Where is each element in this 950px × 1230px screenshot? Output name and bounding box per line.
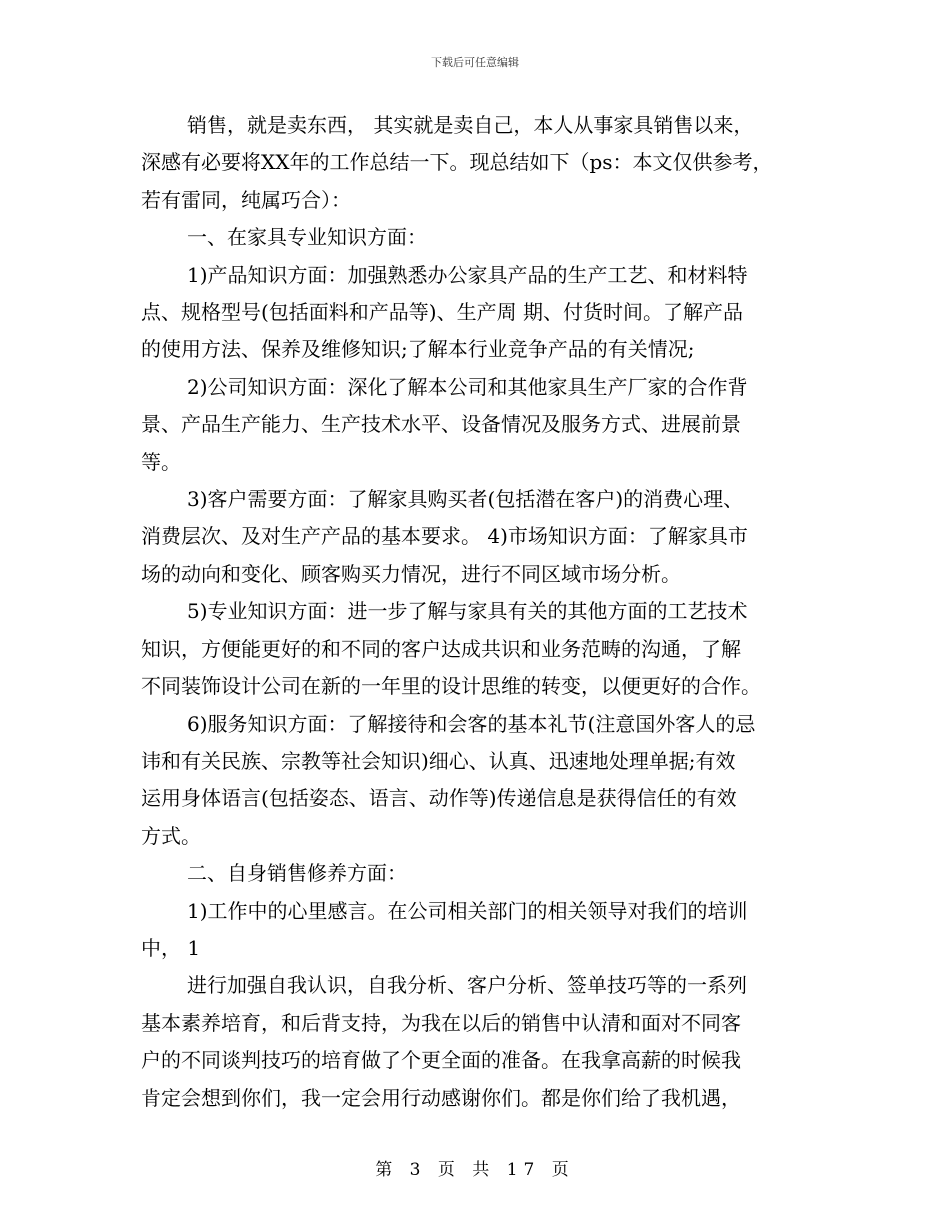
text-line: 1)产品知识方面：加强熟悉办公家具产品的生产工艺、和材料特: [187, 262, 748, 287]
text-line: 深感有必要将XX年的工作总结一下。现总结如下（ps：本文仅供参考，: [141, 150, 773, 175]
paragraph-company-knowledge: [141, 369, 831, 481]
text-line: 销售，就是卖东西， 其实就是卖自己，本人从事家具销售以来，: [187, 113, 754, 137]
text-line: 不同装饰设计公司在新的一年里的设计思维的转变，以便更好的合作。: [141, 674, 761, 699]
text-line: 基本素养培育，和后背支持，为我在以后的销售中认清和面对不同客: [141, 1010, 741, 1035]
paragraph-intro: [141, 107, 831, 219]
text-line: 方式。: [141, 823, 201, 848]
text-line: 5)专业知识方面：进一步了解与家具有关的其他方面的工艺技术: [187, 599, 748, 624]
paragraph-professional-knowledge: [141, 593, 831, 705]
text-line: 户的不同谈判技巧的培育做了个更全面的准备。在我拿高薪的时候我: [141, 1048, 741, 1073]
text-line: 消费层次、及对生产产品的基本要求。 4)市场知识方面：了解家具市: [141, 524, 748, 549]
text-line: 讳和有关民族、宗教等社会知识)细心、认真、迅速地处理单据;有效: [141, 748, 736, 773]
text-line: 肯定会想到你们，我一定会用行动感谢你们。都是你们给了我机遇，: [141, 1085, 741, 1110]
text-line: 点、规格型号(包括面料和产品等)、生产周 期、付货时间。了解产品: [141, 300, 743, 325]
paragraph-service-knowledge: [141, 706, 831, 856]
text-line: 3)客户需要方面：了解家具购买者(包括潜在客户)的消费心理、: [187, 487, 744, 512]
text-line: 等。: [141, 449, 181, 474]
document-body: [141, 107, 831, 1117]
text-line: 2)公司知识方面：深化了解本公司和其他家具生产厂家的合作背: [187, 374, 748, 399]
text-line: 二、自身销售修养方面：: [187, 861, 407, 886]
text-line: 场的动向和变化、顾客购买力情况，进行不同区域市场分析。: [141, 561, 681, 586]
text-line: 中， 1: [141, 935, 201, 960]
text-line: 的使用方法、保养及维修知识;了解本行业竞争产品的有关情况;: [141, 337, 695, 362]
text-line: 6)服务知识方面：了解接待和会客的基本礼节(注意国外客人的忌: [187, 711, 756, 736]
paragraph-work-reflection: [141, 893, 831, 968]
page-number-footer: 第 3 页 共 17 页: [375, 1160, 575, 1180]
text-line: 进行加强自我认识，自我分析、客户分析、签单技巧等的一系列: [187, 973, 747, 998]
page-header: 下载后可任意编辑: [431, 56, 519, 69]
paragraph-product-knowledge: [141, 257, 831, 369]
section-heading-2: [141, 855, 831, 892]
paragraph-self-awareness: [141, 967, 831, 1117]
paragraph-customer-needs: [141, 481, 831, 593]
text-line: 若有雷同，纯属巧合）：: [141, 187, 351, 212]
text-line: 一、在家具专业知识方面：: [187, 225, 427, 250]
text-line: 运用身体语言(包括姿态、语言、动作等)传递信息是获得信任的有效: [141, 786, 737, 811]
section-heading-1: [141, 219, 831, 256]
text-line: 1)工作中的心里感言。在公司相关部门的相关领导对我们的培训: [187, 898, 748, 923]
text-line: 知识，方便能更好的和不同的客户达成共识和业务范畴的沟通，了解: [141, 636, 741, 661]
text-line: 景、产品生产能力、生产技术水平、设备情况及服务方式、进展前景: [141, 412, 741, 437]
